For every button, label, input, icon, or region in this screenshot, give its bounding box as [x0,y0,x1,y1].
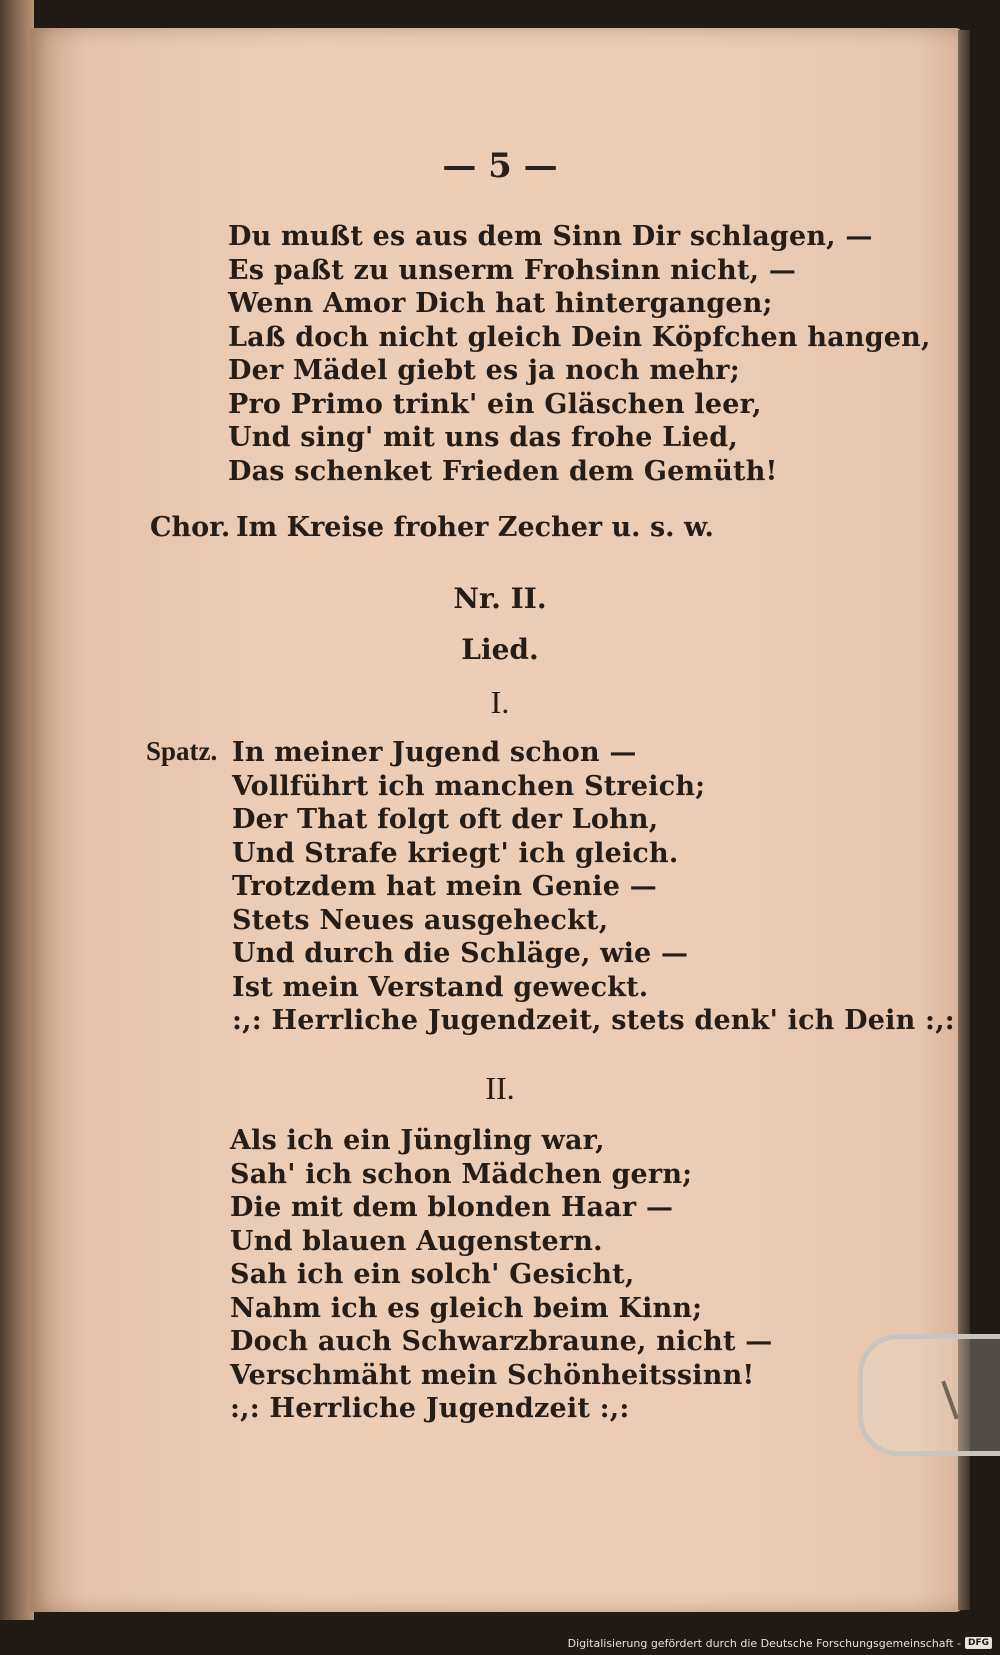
refrain-line: :,: Herrliche Jugendzeit :,: [230,1393,630,1424]
verse-line: Sah ich ein solch' Gesicht, [230,1259,635,1290]
left-page-edge [0,0,34,1620]
verse-line: Als ich ein Jüngling war, [230,1125,605,1156]
footer-text: Digitalisierung gefördert durch die Deutsche Forschungsgemeinschaft - [567,1636,961,1650]
verse-line: Nahm ich es gleich beim Kinn; [230,1292,703,1324]
verse-line: Doch auch Schwarzbraune, nicht — [230,1326,773,1357]
verse-line: Die mit dem blonden Haar — [230,1192,674,1223]
stanza-2 [232,736,955,1038]
chorus-text: Im Kreise froher Zecher u. s. w. [236,512,714,543]
verse-line: Und Strafe kriegt' ich gleich. [232,837,679,869]
digitization-footer [568,1633,992,1653]
song-title: Lied. [461,633,539,666]
stanza-1 [228,220,931,488]
verse-line: Und blauen Augenstern. [230,1225,603,1257]
verse-label: II. [485,1070,515,1106]
verse-line: Der That folgt oft der Lohn, [232,804,659,835]
speaker-label: Spatz. [146,736,218,766]
verse-line: Vollführt ich manchen Streich; [232,770,706,802]
verse-line: Laß doch nicht gleich Dein Köpfchen hangen, [228,321,931,353]
verse-line: Und durch die Schläge, wie — [232,938,689,969]
verse-line: Es paßt zu unserm Frohsinn nicht, — [228,254,797,286]
dfg-logo-icon: DFG [965,1637,992,1649]
verse-line: Pro Primo trink' ein Gläschen leer, [228,388,762,420]
page-number: — 5 — [442,146,558,186]
verse-line: In meiner Jugend schon — [232,737,637,768]
verse-line: Das schenket Frieden dem Gemüth! [228,455,778,487]
verse-line: Verschmäht mein Schönheitssinn! [230,1359,755,1391]
refrain-line: :,: Herrliche Jugendzeit, stets denk' ich Dein :,: [232,1005,955,1036]
song-number: Nr. II. [453,582,547,615]
page-clip [858,1334,1000,1456]
verse-line: Trotzdem hat mein Genie — [232,871,657,902]
verse-line: Du mußt es aus dem Sinn Dir schlagen, — [228,221,873,252]
verse-line: Wenn Amor Dich hat hintergangen; [228,288,773,319]
speaker-label: Chor. [150,512,231,543]
verse-line: Der Mädel giebt es ja noch mehr; [228,355,740,386]
verse-label: I. [490,684,510,720]
verse-line: Und sing' mit uns das frohe Lied, [228,422,738,453]
stanza-3 [230,1124,772,1426]
verse-line: Stets Neues ausgeheckt, [232,904,609,936]
verse-line: Sah' ich schon Mädchen gern; [230,1158,693,1190]
verse-line: Ist mein Verstand geweckt. [232,971,649,1003]
chorus-line [150,512,714,543]
